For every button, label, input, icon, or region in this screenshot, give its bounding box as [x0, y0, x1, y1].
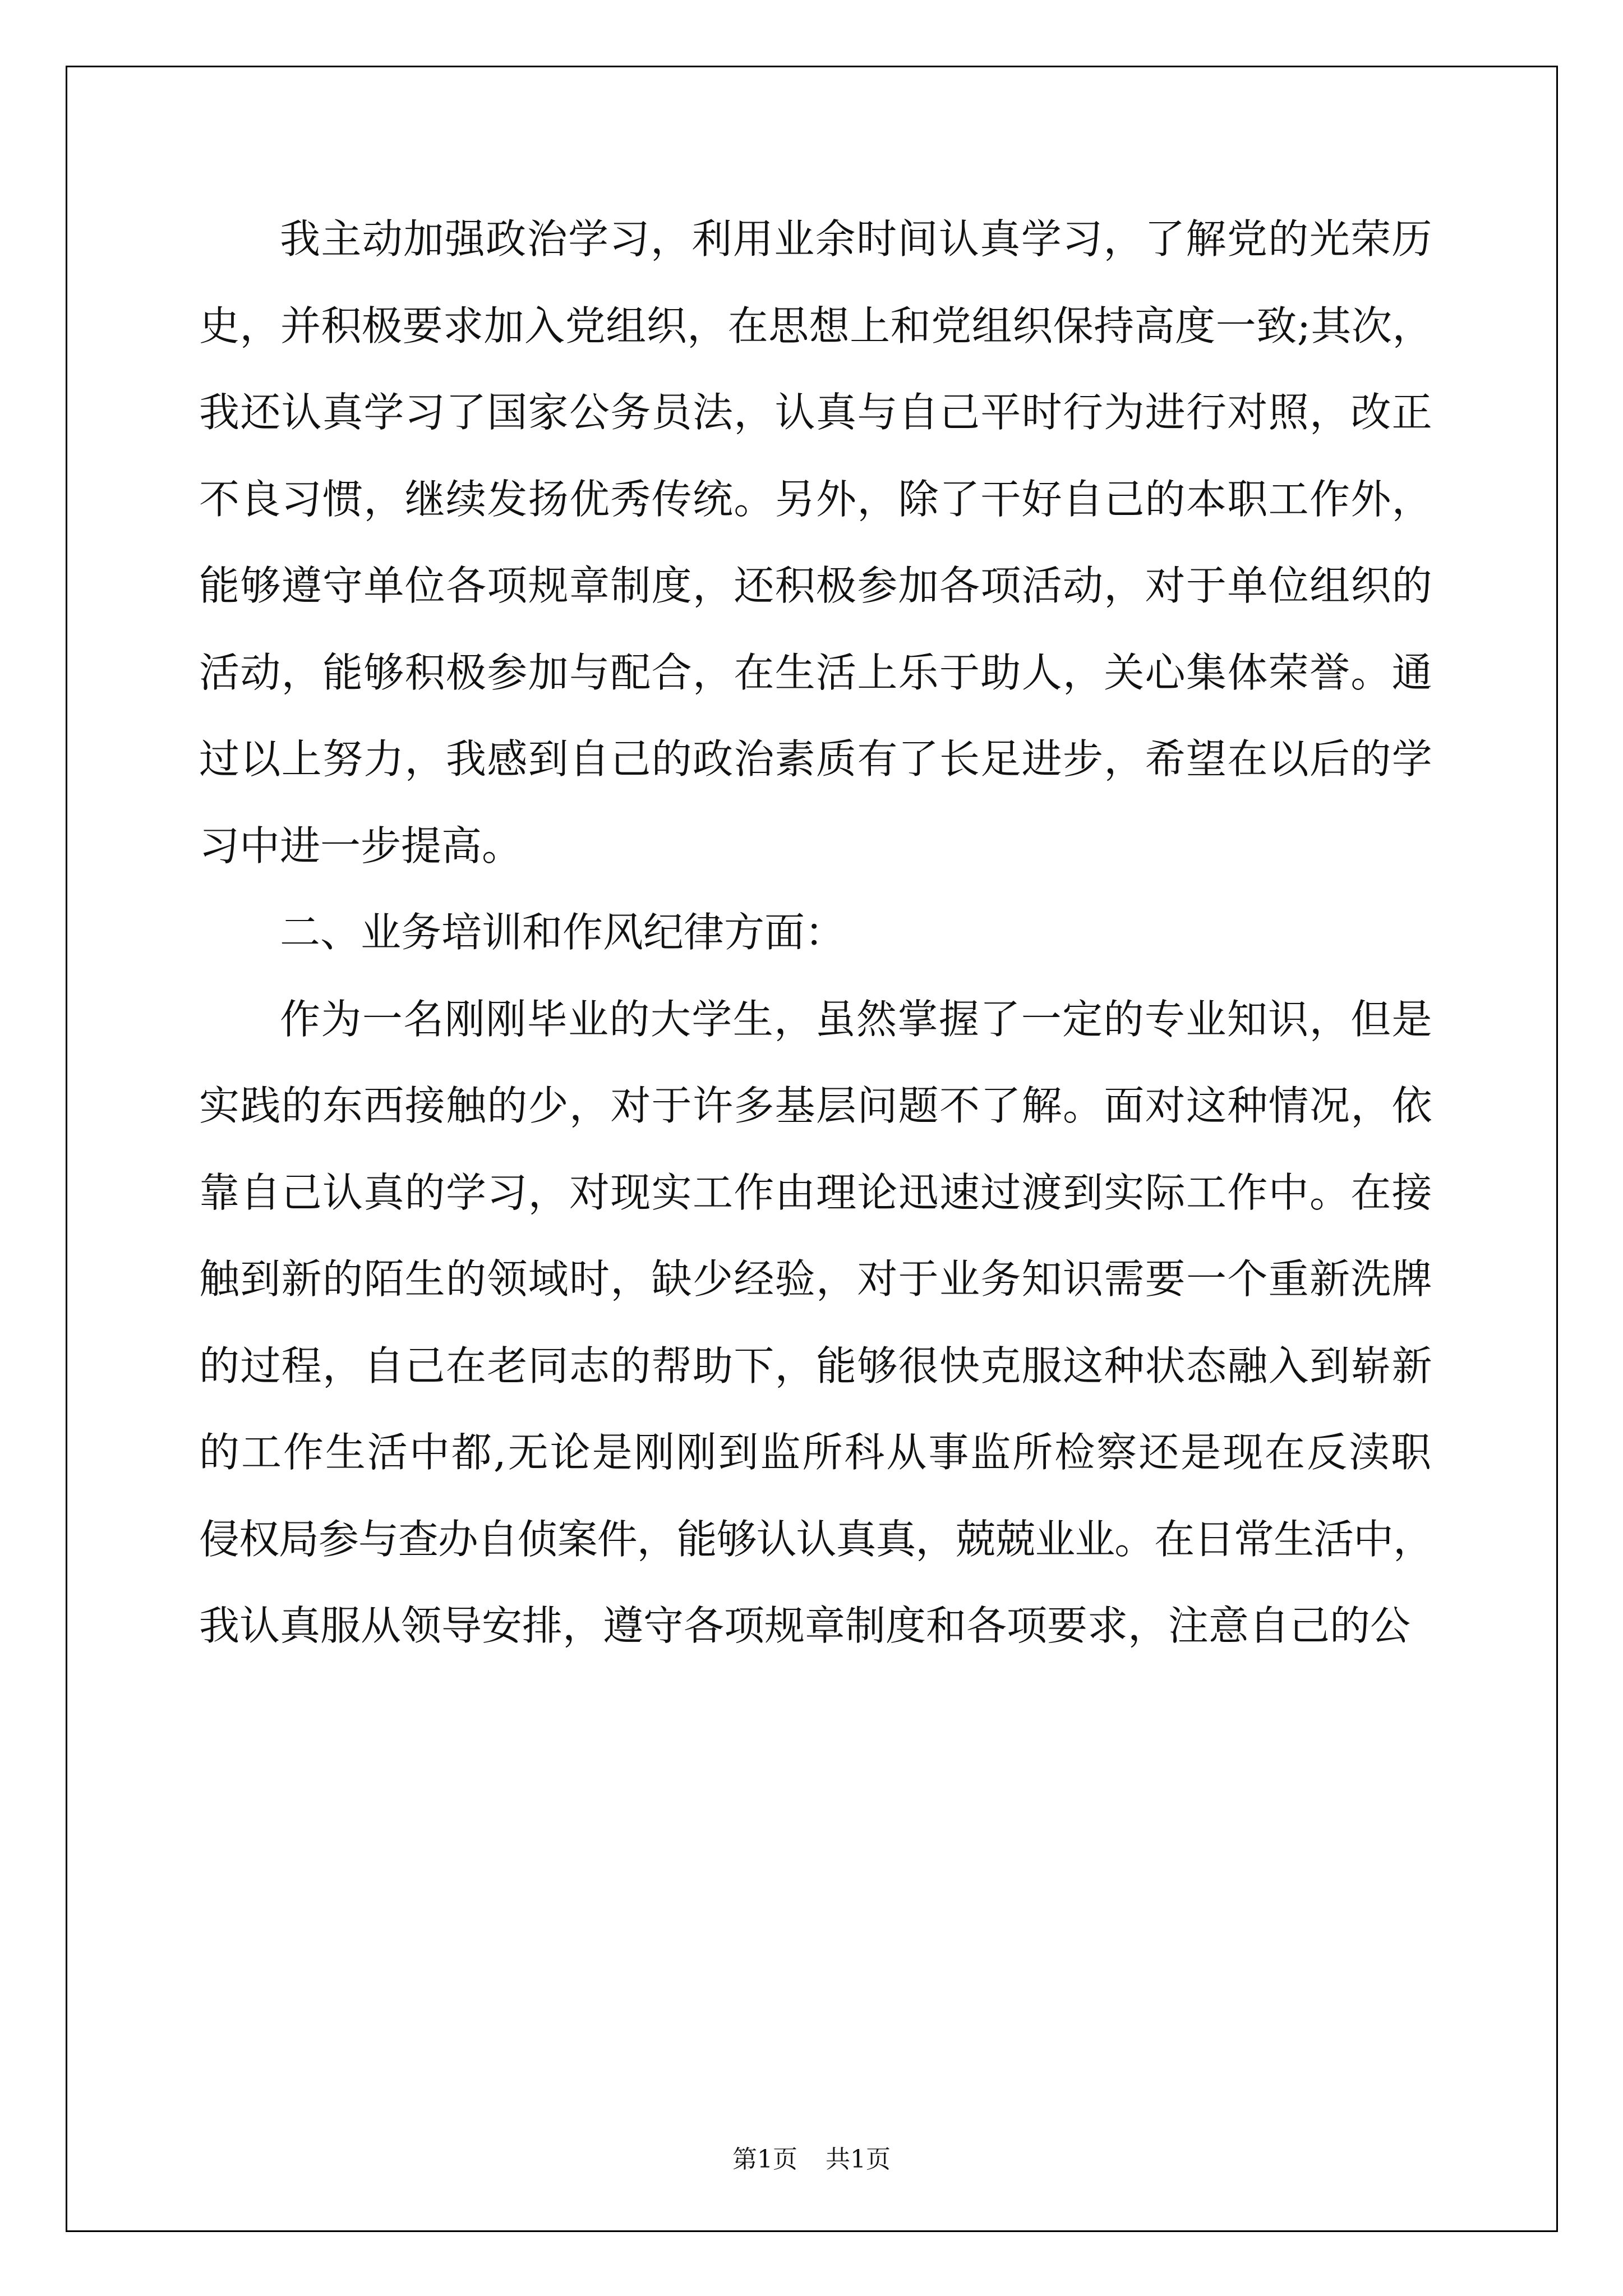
text-line: 我主动加强政治学习，利用业余时间认真学习，了解党的光荣历	[280, 215, 1433, 263]
text-line: 能够遵守单位各项规章制度，还积极参加各项活动，对于单位组织的	[199, 562, 1433, 609]
text-line: 触到新的陌生的领域时，缺少经验，对于业务知识需要一个重新洗牌	[199, 1255, 1433, 1303]
text-line: 的工作生活中都,无论是刚刚到监所科从事监所检察还是现在反渎职	[199, 1429, 1433, 1476]
text-line: 二、业务培训和作风纪律方面：	[280, 909, 846, 956]
page-footer	[0, 2139, 1623, 2175]
text-line: 作为一名刚刚毕业的大学生，虽然掌握了一定的专业知识，但是	[280, 995, 1433, 1043]
page-number: 第1页	[732, 2145, 797, 2174]
text-line: 侵权局参与查办自侦案件，能够认认真真，兢兢业业。在日常生活中，	[199, 1515, 1433, 1563]
text-line: 活动，能够积极参加与配合，在生活上乐于助人，关心集体荣誉。通	[199, 648, 1433, 696]
text-line: 我认真服从领导安排，遵守各项规章制度和各项要求，注意自己的公	[199, 1602, 1411, 1649]
text-line: 习中进一步提高。	[199, 822, 523, 869]
text-line: 我还认真学习了国家公务员法，认真与自己平时行为进行对照，改正	[199, 389, 1433, 436]
text-line: 不良习惯，继续发扬优秀传统。另外，除了干好自己的本职工作外，	[199, 475, 1433, 523]
text-line: 实践的东西接触的少，对于许多基层问题不了解。面对这种情况，依	[199, 1082, 1433, 1129]
text-line: 的过程，自己在老同志的帮助下，能够很快克服这种状态融入到崭新	[199, 1342, 1433, 1389]
text-line: 史，并积极要求加入党组织，在思想上和党组织保持高度一致;其次，	[199, 302, 1433, 349]
page-total: 共1页	[826, 2145, 891, 2174]
text-line: 靠自己认真的学习，对现实工作由理论迅速过渡到实际工作中。在接	[199, 1168, 1433, 1216]
text-line: 过以上努力，我感到自己的政治素质有了长足进步，希望在以后的学	[199, 735, 1433, 783]
